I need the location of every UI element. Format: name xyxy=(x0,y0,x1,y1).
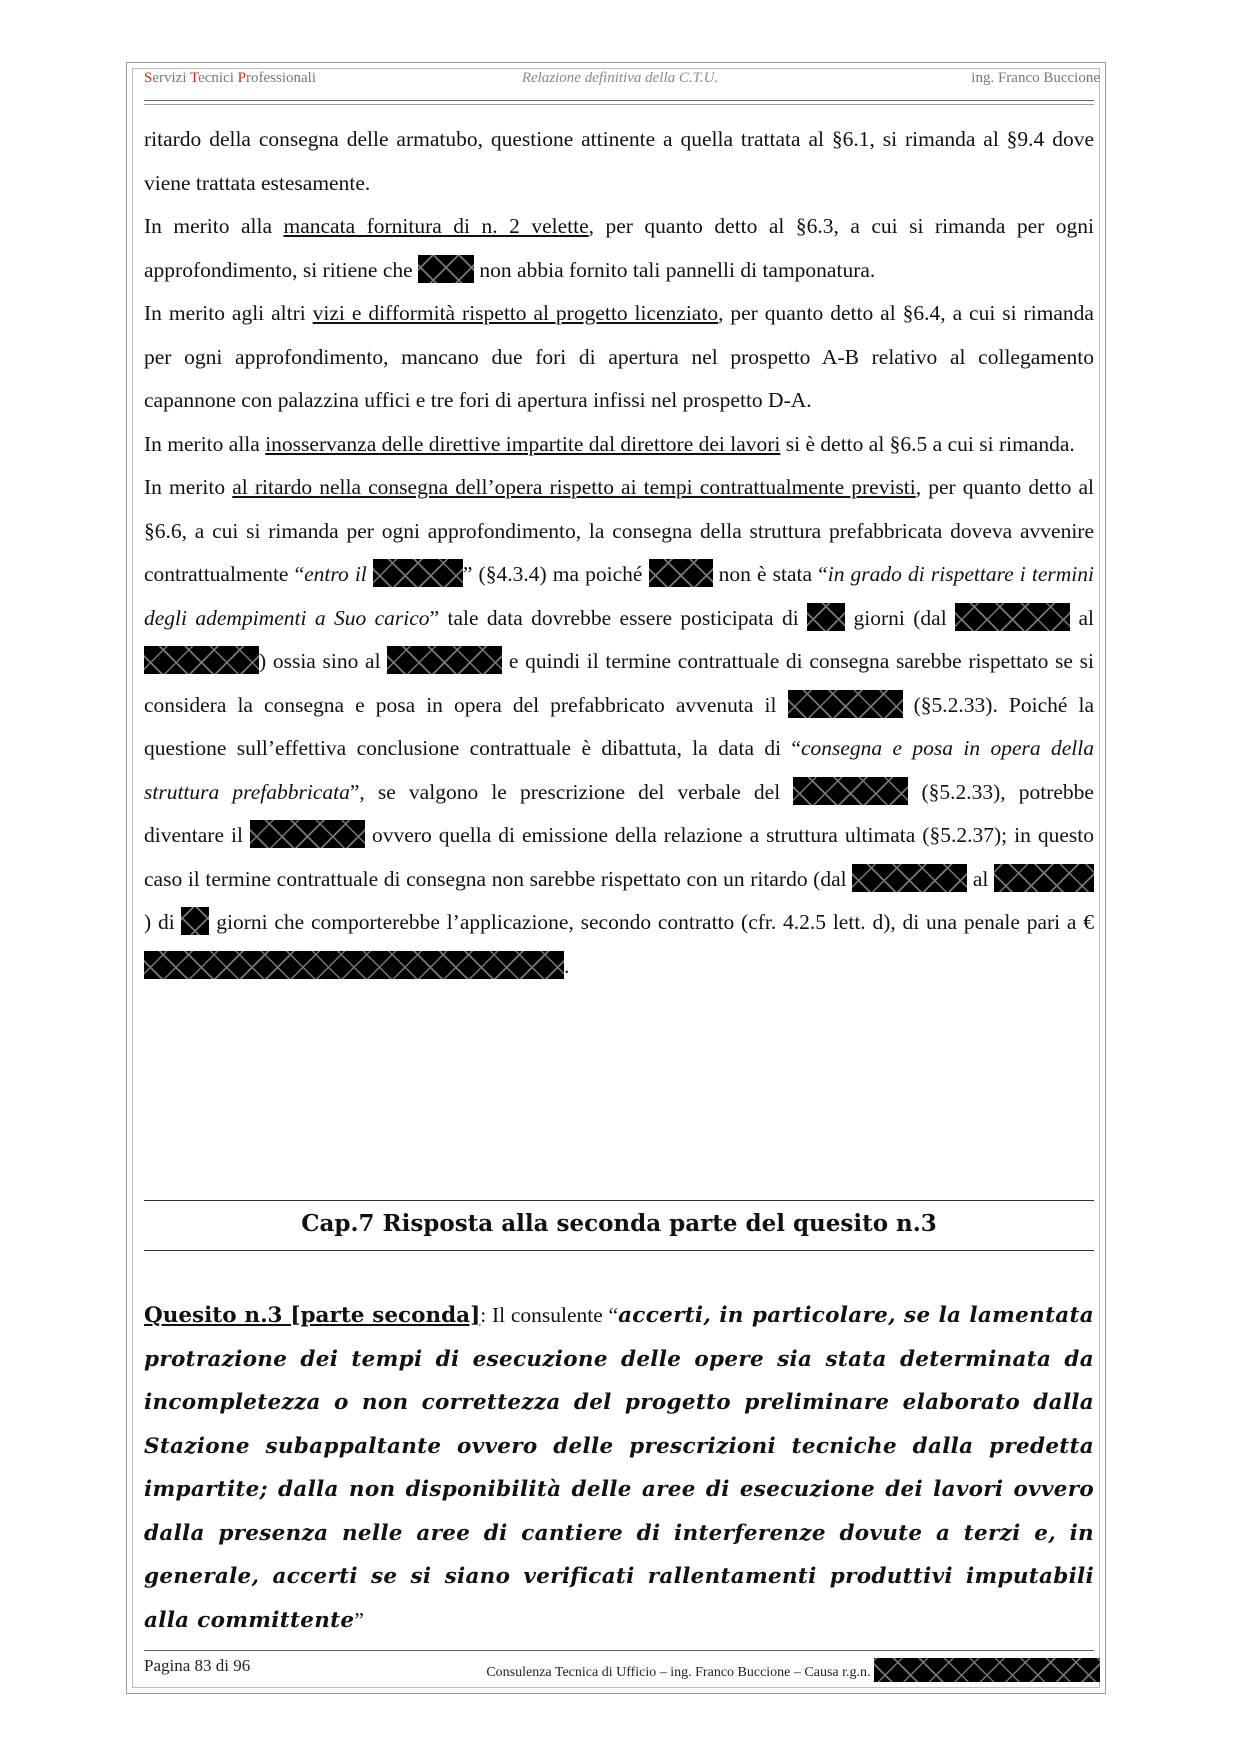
redaction-block xyxy=(250,820,365,848)
paragraph-3: In merito agli altri vizi e difformità rispetto al progetto licenziato, per quanto detto al §6.4, a cui si rimanda per ogni approfondimento, mancano due fori di apertura nel prospetto A-B relativo al collegamento capannone con palazzina uffici e tre fori di apertura infissi nel prospetto D-A. xyxy=(144,301,1094,412)
redaction-block xyxy=(418,255,474,283)
redaction-block xyxy=(387,646,502,674)
paragraph-4: In merito alla inosservanza delle direttive impartite dal direttore dei lavori si è detto al §6.5 a cui si rimanda. xyxy=(144,431,1075,456)
paragraph-5: In merito al ritardo nella consegna dell’opera rispetto ai tempi contrattualmente previsti, per quanto detto al §6.6, a cui si rimanda per ogni approfondimento, la consegna della struttura prefabbricata doveva avvenire contrattualmente “entro il ” (§4.3.4) ma poiché non è stata “in grado di rispettare i termini degli adempimenti a Suo carico” tale data dovrebbe essere posticipata di giorni (dal al ) ossia sino al e quindi il termine contrattuale di consegna sarebbe rispettato se si considera la consegna e posa in opera del prefabbricato avvenuta il (§5.2.33). Poiché la questione sull’effettiva conclusione contrattuale è dibattuta, la data di “consegna e posa in opera della struttura prefabbricata”, se valgono le prescrizione del verbale del (§5.2.33), potrebbe diventare il ovvero quella di emissione della relazione a struttura ultimata (§5.2.37); in questo caso il termine contrattuale di consegna non sarebbe rispettato con un ritardo (dal al ) di giorni che comporterebbe l’applicazione, secondo contratto (cfr. 4.2.5 lett. d), di una penale pari a € . xyxy=(144,475,1094,978)
footer-right: Consulenza Tecnica di Ufficio – ing. Franco Buccione – Causa r.g.n. xyxy=(486,1658,1100,1682)
body-text xyxy=(144,118,1094,988)
chapter-rule-bottom xyxy=(144,1250,1094,1251)
redaction-block xyxy=(994,864,1094,892)
redaction-block xyxy=(649,559,713,587)
chapter-rule-top xyxy=(144,1200,1094,1201)
redaction-block xyxy=(874,1658,1100,1682)
footer-rule xyxy=(144,1650,1094,1651)
redaction-block xyxy=(955,603,1070,631)
page-number: Pagina 83 di 96 xyxy=(144,1656,251,1675)
quesito-text: accerti, in particolare, se la lamentata protrazione dei tempi di esecuzione delle opere sia stata determinata da incompletezza o non correttezza del progetto preliminare elaborato dalla Stazione subappaltante ovvero delle prescrizioni tecniche dalla predetta impartite; dalla non disponibilità delle aree di esecuzione dei lavori ovvero dalla presenza nelle aree di cantiere di interferenze dovute a terzi e, in generale, accerti se si siano verificati rallentamenti produttivi imputabili alla committente xyxy=(144,1303,1094,1633)
redaction-block xyxy=(181,907,209,935)
redaction-block xyxy=(373,559,463,587)
chapter-title: Cap.7 Risposta alla seconda parte del quesito n.3 xyxy=(301,1210,937,1237)
header-center: Relazione definitiva della C.T.U. xyxy=(521,70,719,86)
redaction-block xyxy=(144,951,564,979)
header-right: ing. Franco Buccione xyxy=(971,70,1100,86)
paragraph-2: In merito alla mancata fornitura di n. 2 velette, per quanto detto al §6.3, a cui si rimanda per ogni approfondimento, si ritiene che non abbia fornito tali pannelli di tamponatura. xyxy=(144,214,1094,282)
paragraph-1: ritardo della consegna delle armatubo, questione attinente a quella trattata al §6.1, si rimanda al §9.4 dove viene trattata estesamente. xyxy=(144,127,1094,195)
header-left: Servizi Tecnici Professionali xyxy=(144,70,316,86)
header-rule-secondary xyxy=(144,104,1094,105)
quesito-label: Quesito n.3 [parte seconda] xyxy=(144,1303,481,1328)
redaction-block xyxy=(852,864,967,892)
quesito-block: Quesito n.3 [parte seconda]: Il consulente “accerti, in particolare, se la lamentata protrazione dei tempi di esecuzione delle opere sia stata determinata da incompletezza o non correttezza del progetto preliminare elaborato dalla Stazione subappaltante ovvero delle prescrizioni tecniche dalla predetta impartite; dalla non disponibilità delle aree di esecuzione dei lavori ovvero dalla presenza nelle aree di cantiere di interferenze dovute a terzi e, in generale, accerti se si siano verificati rallentamenti produttivi imputabili alla committente” xyxy=(144,1303,1094,1633)
redaction-block xyxy=(144,646,259,674)
redaction-block xyxy=(788,690,903,718)
redaction-block xyxy=(793,777,908,805)
header-rule xyxy=(144,100,1094,101)
redaction-block xyxy=(807,603,845,631)
